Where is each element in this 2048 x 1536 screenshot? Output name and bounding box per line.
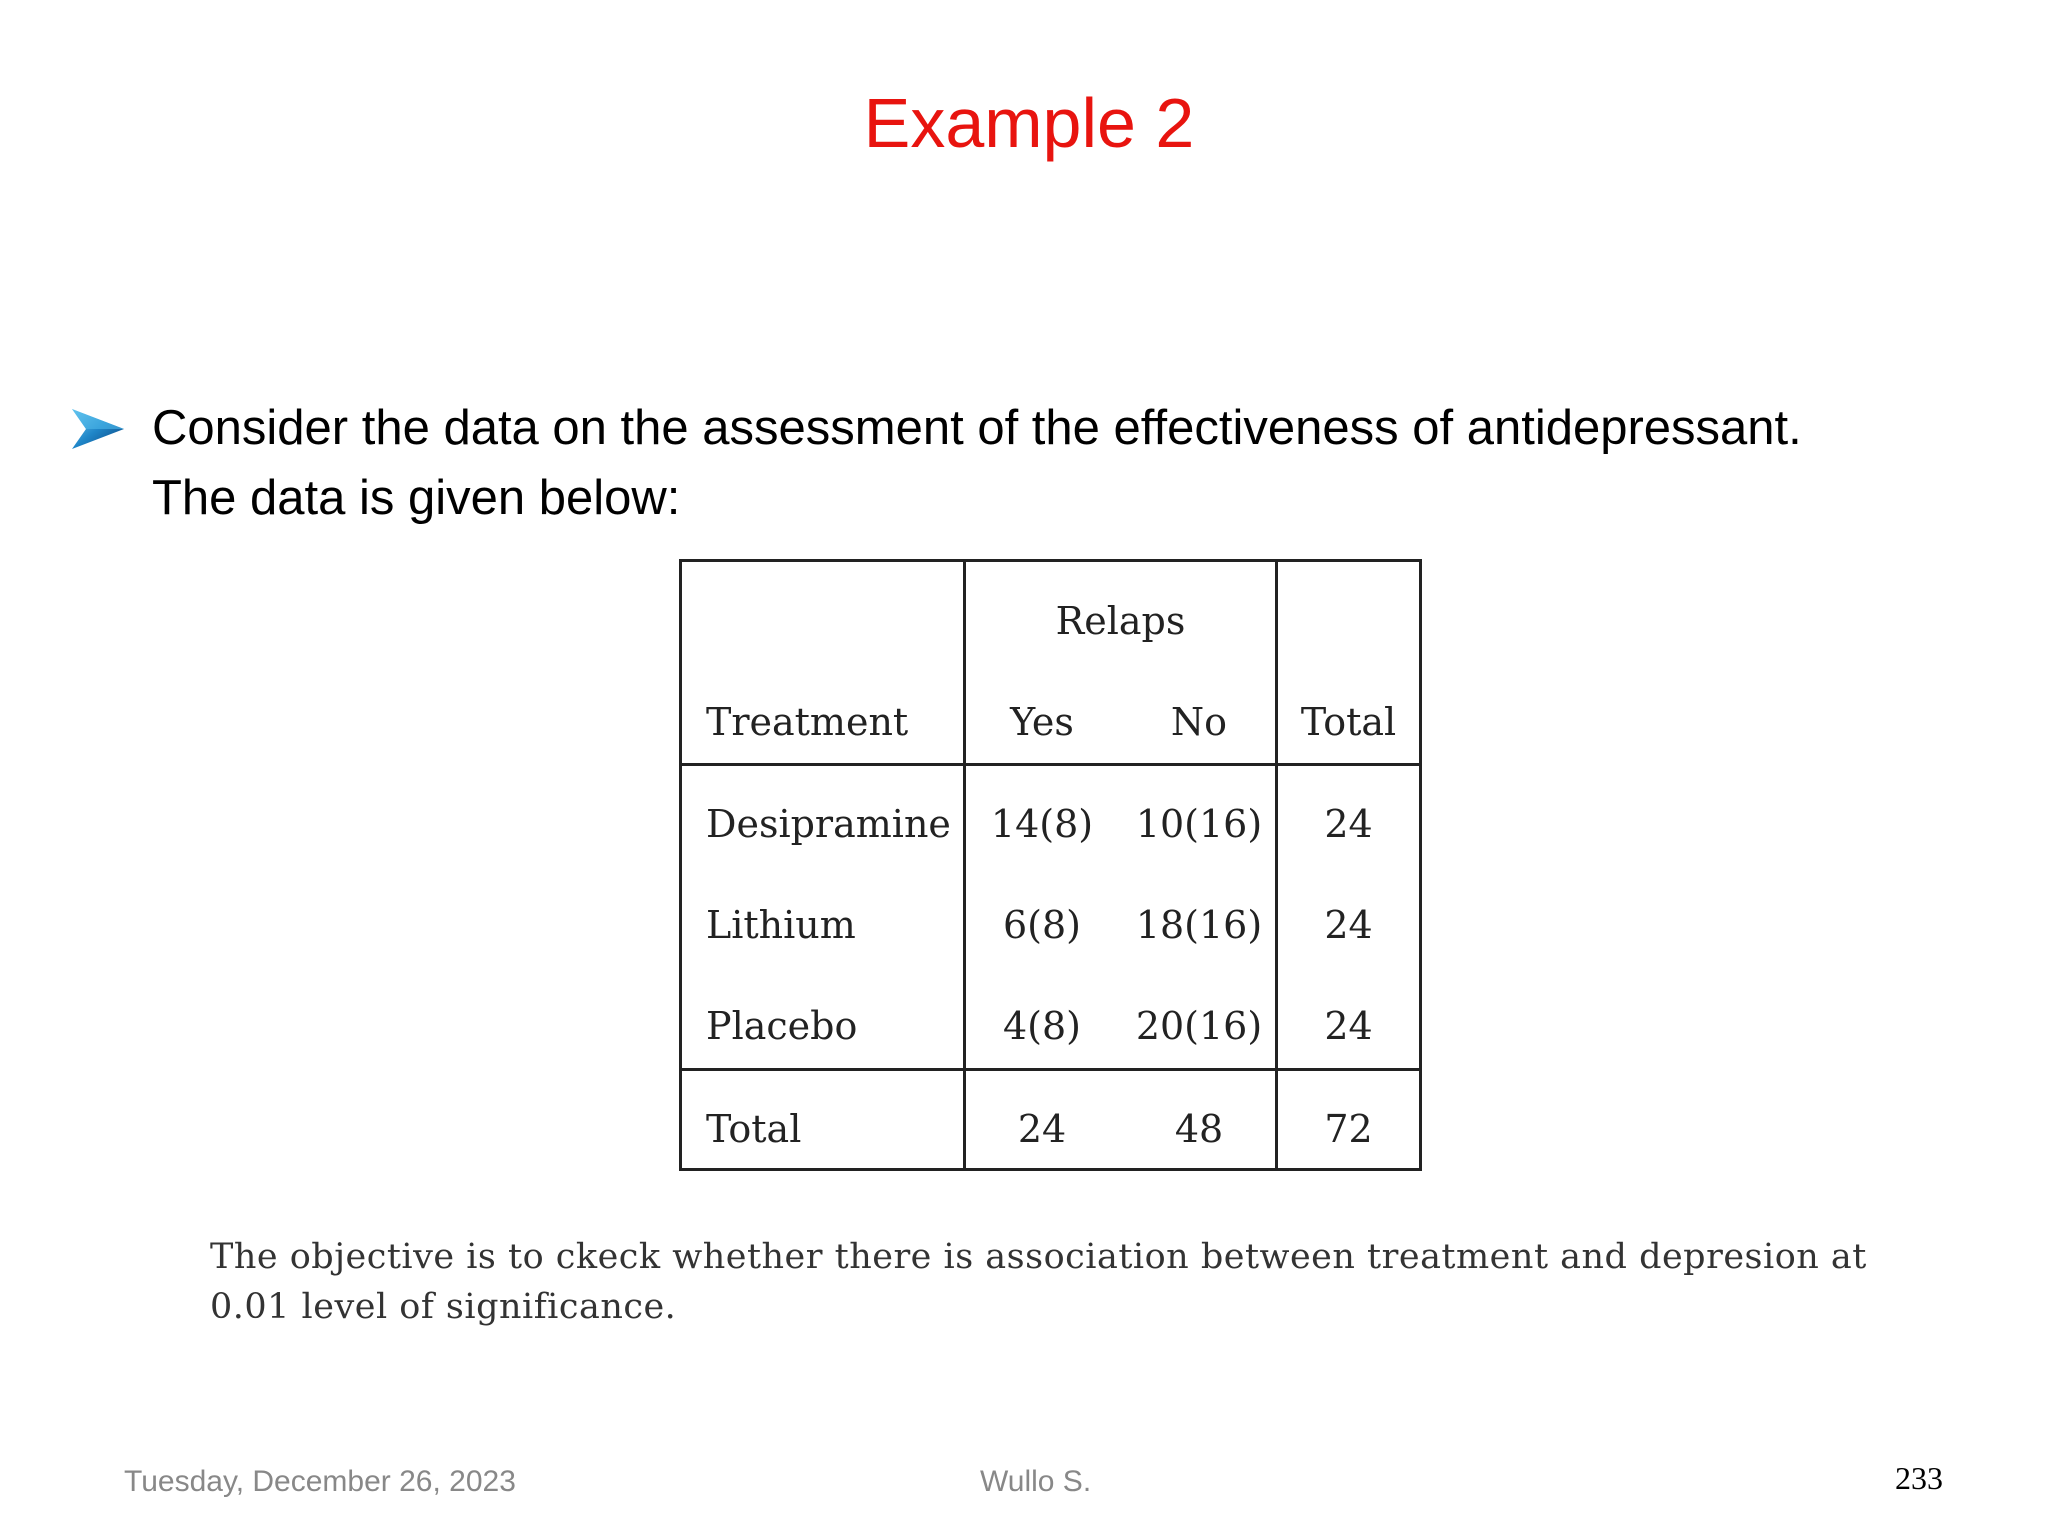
- table-divider: [682, 763, 1419, 766]
- table-total-no: 48: [1174, 1107, 1224, 1151]
- table-cell-treatment: Placebo: [706, 1004, 858, 1048]
- table-total-yes: 24: [1017, 1107, 1067, 1151]
- arrow-bullet-icon: [72, 407, 124, 451]
- column-header-treatment: Treatment: [706, 700, 909, 744]
- table-cell-yes: 4(8): [1002, 1004, 1081, 1048]
- objective-line-2: 0.01 level of significance.: [210, 1287, 677, 1327]
- table-cell-treatment: Lithium: [706, 903, 856, 947]
- table-cell-yes: 14(8): [990, 802, 1094, 846]
- table-cell-treatment: Desipramine: [706, 802, 951, 846]
- bullet-text: [152, 393, 1992, 533]
- table-total-label: Total: [706, 1107, 802, 1151]
- column-header-no: No: [1170, 700, 1228, 744]
- table-cell-no: 20(16): [1135, 1004, 1263, 1048]
- objective-text: [210, 1232, 1910, 1332]
- contingency-table: [679, 559, 1422, 1171]
- column-header-yes: Yes: [1010, 700, 1074, 744]
- column-header-total: Total: [1300, 700, 1397, 744]
- table-cell-yes: 6(8): [1002, 903, 1081, 947]
- bullet-line-1: Consider the data on the assessment of the effectiveness of antidepressant.: [152, 401, 1802, 455]
- slide-title: Example 2: [863, 84, 1195, 162]
- table-divider: [682, 1068, 1419, 1071]
- footer-date: Tuesday, December 26, 2023: [124, 1465, 516, 1498]
- table-total-total: 72: [1324, 1107, 1373, 1151]
- page-number: 233: [1895, 1460, 1943, 1496]
- table-cell-no: 18(16): [1135, 903, 1263, 947]
- table-divider: [1275, 562, 1278, 1168]
- table-cell-total: 24: [1324, 1004, 1373, 1048]
- footer-author: Wullo S.: [980, 1465, 1092, 1498]
- objective-line-1: The objective is to ckeck whether there is association between treatment and depresion at: [210, 1237, 1867, 1277]
- table-cell-total: 24: [1324, 802, 1373, 846]
- table-cell-no: 10(16): [1135, 802, 1263, 846]
- table-cell-total: 24: [1324, 903, 1373, 947]
- bullet-line-2: The data is given below:: [152, 471, 681, 525]
- table-group-header: Relaps: [1055, 599, 1186, 643]
- table-divider: [963, 562, 966, 1168]
